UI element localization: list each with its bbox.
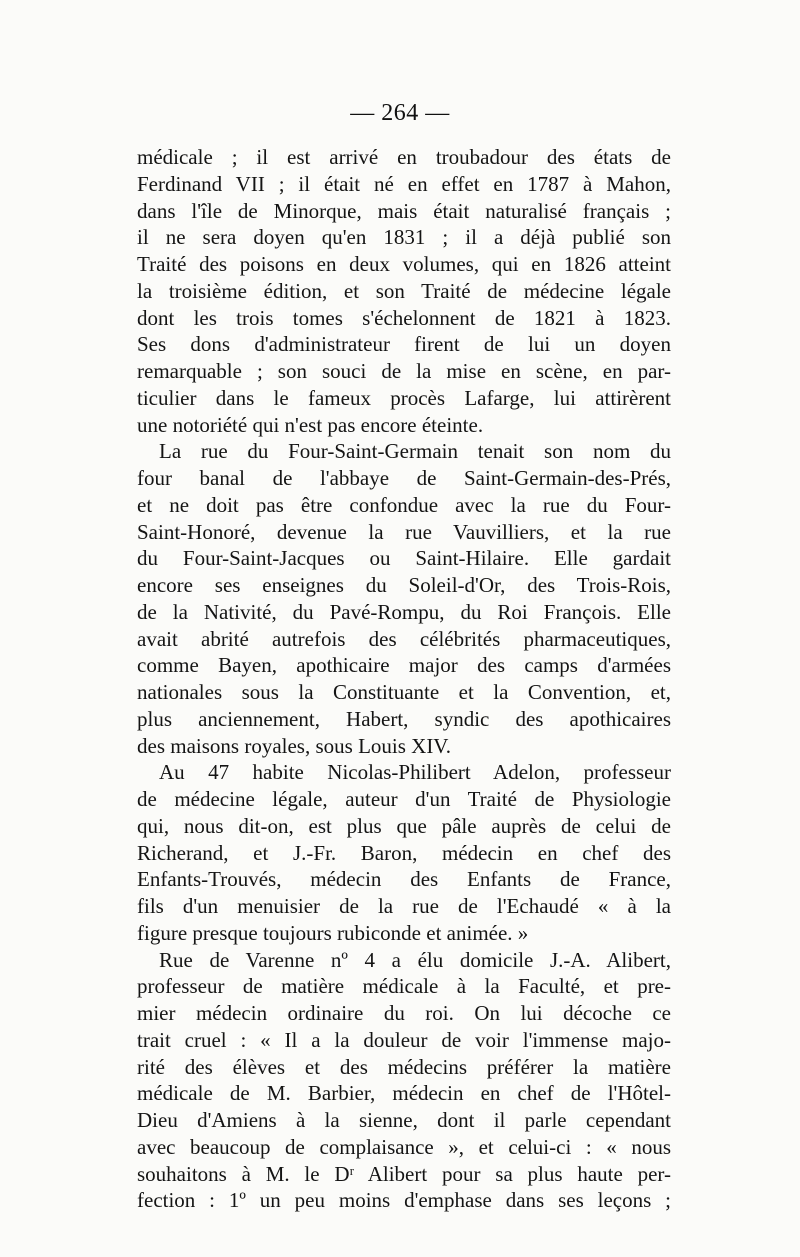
text-line: mier médecin ordinaire du roi. On lui décoche ce — [137, 1001, 671, 1025]
text-line: four banal de l'abbaye de Saint-Germain-des-Prés, — [137, 466, 671, 490]
text-line: figure presque toujours rubiconde et animée. » — [137, 920, 529, 945]
text-line: Saint-Honoré, devenue la rue Vauvilliers, et la rue — [137, 519, 671, 544]
text-line: Ses dons d'administrateur firent de lui un doyen — [137, 332, 671, 357]
text-line: Au 47 habite Nicolas-Philibert Adelon, professeur — [159, 760, 671, 785]
text-line: encore ses enseignes du Soleil-d'Or, des Trois-Rois, — [137, 573, 671, 597]
text-line: avec beaucoup de complaisance », et celui-ci : « nous — [137, 1134, 671, 1159]
text-line: la troisième édition, et son Traité de médecine légale — [137, 278, 671, 303]
text-line: La rue du Four-Saint-Germain tenait son nom du — [159, 439, 671, 464]
text-line: Richerand, et J.-Fr. Baron, médecin en chef des — [137, 840, 671, 865]
text-line: Traité des poisons en deux volumes, qui en 1826 atteint — [137, 252, 671, 276]
text-line: du Four-Saint-Jacques ou Saint-Hilaire. Elle gardait — [137, 546, 671, 571]
text-line: fils d'un menuisier de la rue de l'Echaudé « à la — [137, 894, 671, 918]
text-line: fection : 1º un peu moins d'emphase dans ses leçons ; — [137, 1188, 671, 1213]
text-line: souhaitons à M. le Dʳ Alibert pour sa plus haute per- — [137, 1161, 671, 1186]
text-line: de médecine légale, auteur d'un Traité de Physiologie — [137, 787, 671, 811]
text-line: qui, nous dit-on, est plus que pâle auprès de celui de — [137, 813, 671, 838]
text-line: médicale de M. Barbier, médecin en chef de l'Hôtel- — [137, 1081, 671, 1106]
text-line: avait abrité autrefois des célébrités pharmaceutiques, — [137, 626, 671, 651]
text-line: médicale ; il est arrivé en troubadour des états de — [137, 145, 671, 169]
page-number: — 264 — — [350, 100, 450, 126]
text-line: professeur de matière médicale à la Faculté, et pre- — [137, 974, 671, 999]
text-line: nationales sous la Constituante et la Convention, et, — [137, 680, 671, 704]
text-line: Enfants-Trouvés, médecin des Enfants de France, — [137, 867, 671, 892]
text-line: dont les trois tomes s'échelonnent de 1821 à 1823. — [137, 305, 671, 330]
text-line: une notoriété qui n'est pas encore éteinte. — [137, 412, 484, 437]
text-line: Ferdinand VII ; il était né en effet en 1787 à Mahon, — [137, 171, 671, 196]
text-line: remarquable ; son souci de la mise en scène, en par- — [137, 359, 671, 383]
text-line: trait cruel : « Il a la douleur de voir l'immense majo- — [137, 1027, 671, 1052]
text-line: comme Bayen, apothicaire major des camps d'armées — [137, 653, 671, 678]
text-line: il ne sera doyen qu'en 1831 ; il a déjà publié son — [137, 225, 671, 250]
text-line: ticulier dans le fameux procès Lafarge, lui attirèrent — [137, 385, 671, 410]
text-line: dans l'île de Minorque, mais était naturalisé français ; — [137, 198, 671, 223]
text-line: plus anciennement, Habert, syndic des apothicaires — [137, 706, 671, 731]
text-line: Dieu d'Amiens à la sienne, dont il parle cependant — [137, 1108, 671, 1132]
text-line: Rue de Varenne nº 4 a élu domicile J.-A. Alibert, — [159, 947, 671, 972]
body-text — [137, 144, 671, 1214]
text-line: de la Nativité, du Pavé-Rompu, du Roi François. Elle — [137, 599, 671, 624]
text-line: et ne doit pas être confondue avec la rue du Four- — [137, 492, 671, 517]
text-line: rité des élèves et des médecins préférer la matière — [137, 1054, 671, 1079]
text-line: des maisons royales, sous Louis XIV. — [137, 733, 452, 758]
